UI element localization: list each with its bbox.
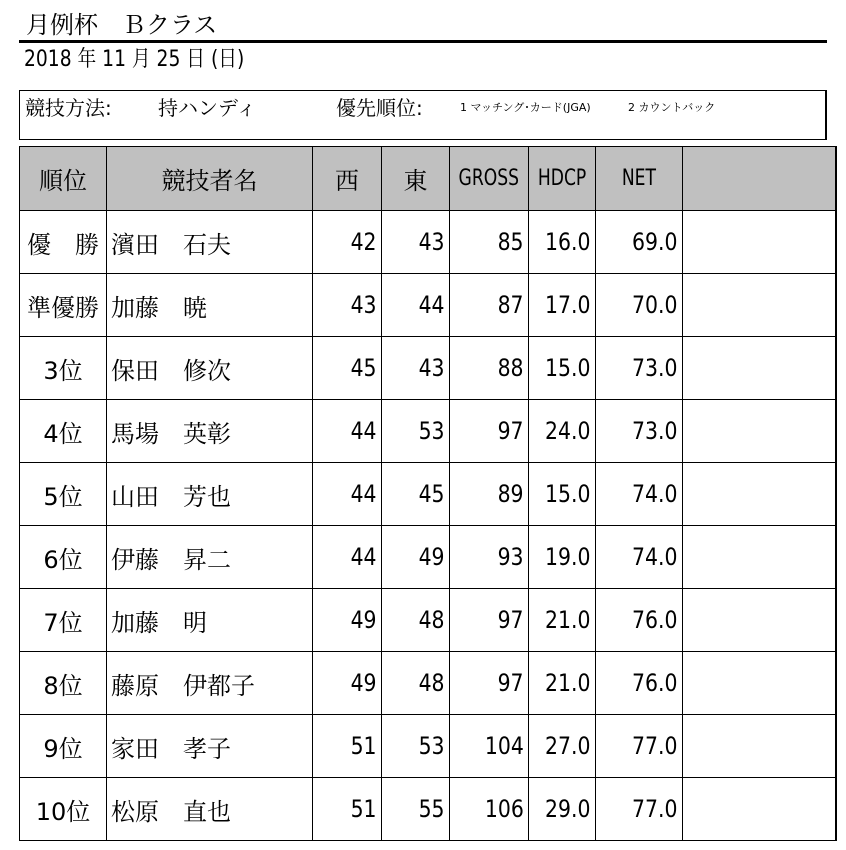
east-score-cell [382, 778, 450, 841]
event-date: 2018 年 11 月 25 日 (日) [24, 47, 245, 72]
handicap-cell-value: 27.0 [545, 732, 591, 760]
handicap-cell [528, 463, 595, 526]
west-score-cell-value: 44 [351, 480, 377, 508]
page-title: 月例杯 Ｂクラス [26, 11, 218, 39]
competition-info-box [19, 90, 827, 140]
title-underline [19, 40, 827, 43]
header-hdcp [528, 147, 595, 211]
net-score-cell-value: 74.0 [632, 543, 678, 571]
handicap-cell-value: 19.0 [545, 543, 591, 571]
table-row [20, 211, 837, 274]
rank-cell: 9位 [20, 715, 107, 778]
blank-cell [682, 274, 836, 337]
header-name: 競技者名 [107, 147, 313, 211]
header-east: 東 [382, 147, 450, 211]
west-score-cell-value: 51 [351, 795, 377, 823]
priority-label: 優先順位: [336, 96, 423, 120]
handicap-cell-value: 21.0 [545, 606, 591, 634]
header-gross-label: GROSS [458, 166, 520, 191]
east-score-cell-value: 43 [419, 354, 445, 382]
handicap-cell [528, 778, 595, 841]
gross-score-cell [450, 589, 529, 652]
net-score-cell-value: 70.0 [632, 291, 678, 319]
net-score-cell-value: 73.0 [632, 417, 678, 445]
gross-score-cell-value: 85 [497, 228, 524, 256]
handicap-cell [528, 211, 595, 274]
east-score-cell [382, 337, 450, 400]
net-score-cell [595, 337, 682, 400]
east-score-cell-value: 48 [419, 669, 445, 697]
table-row [20, 589, 837, 652]
gross-score-cell [450, 400, 529, 463]
net-score-cell-value: 77.0 [632, 732, 678, 760]
east-score-cell-value: 48 [419, 606, 445, 634]
gross-score-cell-value: 97 [497, 606, 524, 634]
handicap-cell-value: 16.0 [545, 228, 591, 256]
handicap-cell [528, 589, 595, 652]
west-score-cell-value: 44 [351, 417, 377, 445]
player-name-cell: 加藤 暁 [107, 274, 313, 337]
priority-rule-1: 1 マッチング･カード(JGA) [460, 101, 591, 114]
east-score-cell [382, 715, 450, 778]
table-row [20, 400, 837, 463]
net-score-cell [595, 715, 682, 778]
handicap-cell [528, 715, 595, 778]
net-score-cell [595, 526, 682, 589]
priority-rule-2: 2 カウントバック [628, 101, 716, 114]
net-score-cell [595, 463, 682, 526]
rank-cell: 3位 [20, 337, 107, 400]
blank-cell [682, 400, 836, 463]
header-net [595, 147, 682, 211]
west-score-cell [313, 337, 382, 400]
player-name-cell: 保田 修次 [107, 337, 313, 400]
net-score-cell-value: 74.0 [632, 480, 678, 508]
player-name-cell: 松原 直也 [107, 778, 313, 841]
net-score-cell-value: 73.0 [632, 354, 678, 382]
west-score-cell [313, 400, 382, 463]
header-hdcp-label: HDCP [537, 166, 586, 191]
east-score-cell [382, 274, 450, 337]
blank-cell [682, 715, 836, 778]
west-score-cell-value: 42 [351, 228, 377, 256]
gross-score-cell [450, 778, 529, 841]
net-score-cell [595, 400, 682, 463]
gross-score-cell [450, 463, 529, 526]
header-blank [682, 147, 836, 211]
header-gross [450, 147, 529, 211]
net-score-cell [595, 778, 682, 841]
rank-cell: 7位 [20, 589, 107, 652]
east-score-cell-value: 53 [419, 732, 445, 760]
handicap-cell-value: 24.0 [545, 417, 591, 445]
table-row [20, 652, 837, 715]
handicap-cell-value: 21.0 [545, 669, 591, 697]
player-name-cell: 藤原 伊都子 [107, 652, 313, 715]
west-score-cell [313, 589, 382, 652]
blank-cell [682, 526, 836, 589]
handicap-cell-value: 29.0 [545, 795, 591, 823]
gross-score-cell-value: 106 [484, 795, 524, 823]
west-score-cell-value: 44 [351, 543, 377, 571]
net-score-cell [595, 589, 682, 652]
player-name-cell: 加藤 明 [107, 589, 313, 652]
results-table [19, 146, 837, 841]
blank-cell [682, 652, 836, 715]
net-score-cell-value: 69.0 [632, 228, 678, 256]
handicap-cell-value: 15.0 [545, 480, 591, 508]
west-score-cell-value: 51 [351, 732, 377, 760]
gross-score-cell-value: 87 [497, 291, 524, 319]
handicap-cell [528, 526, 595, 589]
table-row [20, 526, 837, 589]
rank-cell: 優 勝 [20, 211, 107, 274]
table-row [20, 778, 837, 841]
net-score-cell [595, 274, 682, 337]
west-score-cell-value: 45 [351, 354, 377, 382]
method-value: 持ハンディ [158, 96, 257, 120]
player-name-cell: 山田 芳也 [107, 463, 313, 526]
gross-score-cell-value: 93 [497, 543, 524, 571]
handicap-cell-value: 15.0 [545, 354, 591, 382]
table-row [20, 337, 837, 400]
rank-cell: 6位 [20, 526, 107, 589]
east-score-cell [382, 400, 450, 463]
gross-score-cell-value: 97 [497, 669, 524, 697]
west-score-cell [313, 778, 382, 841]
rank-cell: 準優勝 [20, 274, 107, 337]
east-score-cell-value: 49 [419, 543, 445, 571]
blank-cell [682, 211, 836, 274]
handicap-cell [528, 274, 595, 337]
header-rank: 順位 [20, 147, 107, 211]
gross-score-cell-value: 88 [497, 354, 524, 382]
gross-score-cell [450, 526, 529, 589]
header-west: 西 [313, 147, 382, 211]
east-score-cell-value: 43 [419, 228, 445, 256]
gross-score-cell-value: 97 [497, 417, 524, 445]
net-score-cell [595, 652, 682, 715]
gross-score-cell [450, 274, 529, 337]
east-score-cell-value: 53 [419, 417, 445, 445]
net-score-cell-value: 76.0 [632, 606, 678, 634]
west-score-cell [313, 526, 382, 589]
west-score-cell [313, 274, 382, 337]
east-score-cell [382, 526, 450, 589]
net-score-cell-value: 77.0 [632, 795, 678, 823]
east-score-cell-value: 44 [419, 291, 445, 319]
method-label: 競技方法: [25, 96, 112, 120]
blank-cell [682, 463, 836, 526]
gross-score-cell [450, 652, 529, 715]
net-score-cell-value: 76.0 [632, 669, 678, 697]
gross-score-cell [450, 715, 529, 778]
blank-cell [682, 337, 836, 400]
player-name-cell: 馬場 英彰 [107, 400, 313, 463]
player-name-cell: 家田 孝子 [107, 715, 313, 778]
east-score-cell [382, 589, 450, 652]
blank-cell [682, 589, 836, 652]
west-score-cell [313, 211, 382, 274]
west-score-cell-value: 49 [351, 669, 377, 697]
handicap-cell [528, 337, 595, 400]
west-score-cell [313, 652, 382, 715]
blank-cell [682, 778, 836, 841]
east-score-cell [382, 211, 450, 274]
gross-score-cell [450, 337, 529, 400]
gross-score-cell-value: 104 [484, 732, 524, 760]
handicap-cell-value: 17.0 [545, 291, 591, 319]
table-row [20, 715, 837, 778]
east-score-cell [382, 463, 450, 526]
table-row [20, 274, 837, 337]
net-score-cell [595, 211, 682, 274]
player-name-cell: 濱田 石夫 [107, 211, 313, 274]
table-header-row [20, 147, 837, 211]
player-name-cell: 伊藤 昇二 [107, 526, 313, 589]
east-score-cell-value: 55 [419, 795, 445, 823]
west-score-cell [313, 715, 382, 778]
west-score-cell-value: 43 [351, 291, 377, 319]
gross-score-cell-value: 89 [497, 480, 524, 508]
gross-score-cell [450, 211, 529, 274]
east-score-cell [382, 652, 450, 715]
west-score-cell-value: 49 [351, 606, 377, 634]
west-score-cell [313, 463, 382, 526]
east-score-cell-value: 45 [419, 480, 445, 508]
rank-cell: 4位 [20, 400, 107, 463]
rank-cell: 10位 [20, 778, 107, 841]
rank-cell: 8位 [20, 652, 107, 715]
handicap-cell [528, 400, 595, 463]
handicap-cell [528, 652, 595, 715]
table-row [20, 463, 837, 526]
rank-cell: 5位 [20, 463, 107, 526]
header-net-label: NET [621, 166, 656, 191]
